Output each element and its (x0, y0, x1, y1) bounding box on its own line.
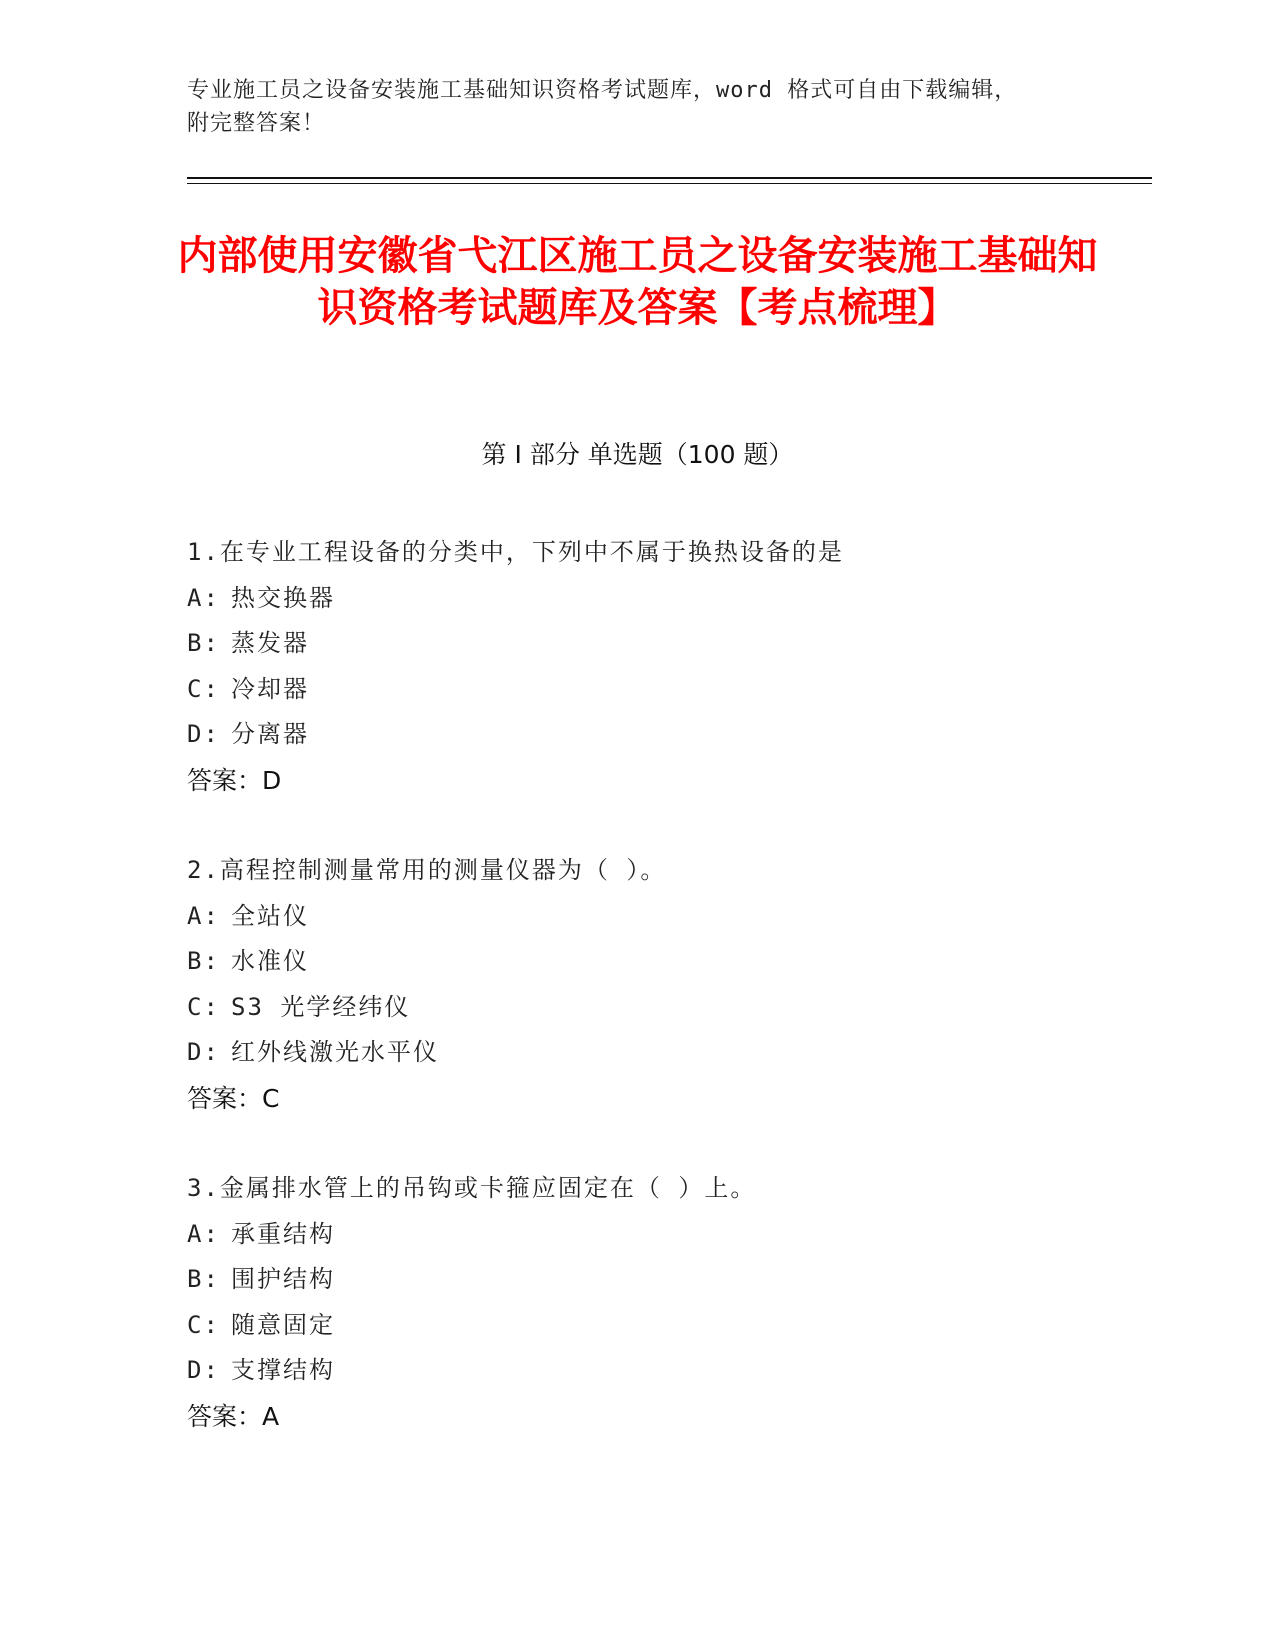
option-c (187, 985, 1147, 1031)
option-letter: D: (187, 1038, 220, 1066)
header-note (187, 74, 1087, 140)
option-text: 承重结构 (231, 1219, 335, 1248)
option-d (187, 1348, 1147, 1394)
question-list (187, 530, 1147, 1484)
section-heading: 第 I 部分 单选题（100 题） (481, 440, 794, 469)
option-text: 分离器 (231, 720, 309, 748)
option-text: 全站仪 (231, 901, 309, 930)
option-text: 支撑结构 (231, 1356, 335, 1384)
option-text: 水准仪 (231, 947, 309, 975)
option-letter: B: (187, 629, 220, 657)
header-note-line1: 专业施工员之设备安装施工基础知识资格考试题库，word 格式可自由下载编辑， (187, 78, 1018, 103)
option-text: 围护结构 (231, 1265, 335, 1293)
answer: 答案：C (187, 1083, 280, 1113)
option-letter: C: (187, 1310, 220, 1339)
option-letter: A: (187, 901, 220, 930)
option-letter: D: (187, 720, 220, 748)
question-3 (187, 1166, 1147, 1439)
option-d (187, 1030, 1147, 1076)
option-letter: C: (187, 674, 220, 703)
option-letter: B: (187, 1265, 220, 1293)
option-d (187, 712, 1147, 758)
option-b (187, 939, 1147, 985)
option-b (187, 1257, 1147, 1303)
option-a (187, 1212, 1147, 1258)
question-2 (187, 848, 1147, 1121)
option-letter: B: (187, 947, 220, 975)
option-text: 随意固定 (231, 1310, 335, 1339)
option-b (187, 621, 1147, 667)
option-letter: D: (187, 1356, 220, 1384)
option-text: 冷却器 (231, 674, 309, 703)
document-title: 内部使用安徽省弋江区施工员之设备安装施工基础知识资格考试题库及答案【考点梳理】 (177, 233, 1098, 331)
option-text: 蒸发器 (231, 629, 309, 657)
question-stem: 3.金属排水管上的吊钩或卡箍应固定在（ ）上。 (187, 1174, 757, 1202)
option-letter: A: (187, 1219, 220, 1248)
question-stem: 2.高程控制测量常用的测量仪器为（ ）。 (187, 856, 667, 884)
answer: 答案：D (187, 765, 282, 795)
option-c (187, 1303, 1147, 1349)
header-divider-thin (187, 183, 1152, 184)
option-letter: A: (187, 583, 220, 612)
option-text: 红外线激光水平仪 (231, 1038, 439, 1066)
option-a (187, 894, 1147, 940)
question-stem: 1.在专业工程设备的分类中，下列中不属于换热设备的是 (187, 538, 844, 566)
header-divider-thick (187, 177, 1152, 179)
header-note-line2: 附完整答案！ (187, 111, 326, 136)
option-letter: C: (187, 992, 220, 1021)
option-c (187, 667, 1147, 713)
option-text: S3 光学经纬仪 (231, 992, 411, 1021)
option-text: 热交换器 (231, 583, 335, 612)
question-1 (187, 530, 1147, 803)
answer: 答案：A (187, 1401, 280, 1431)
option-a (187, 576, 1147, 622)
